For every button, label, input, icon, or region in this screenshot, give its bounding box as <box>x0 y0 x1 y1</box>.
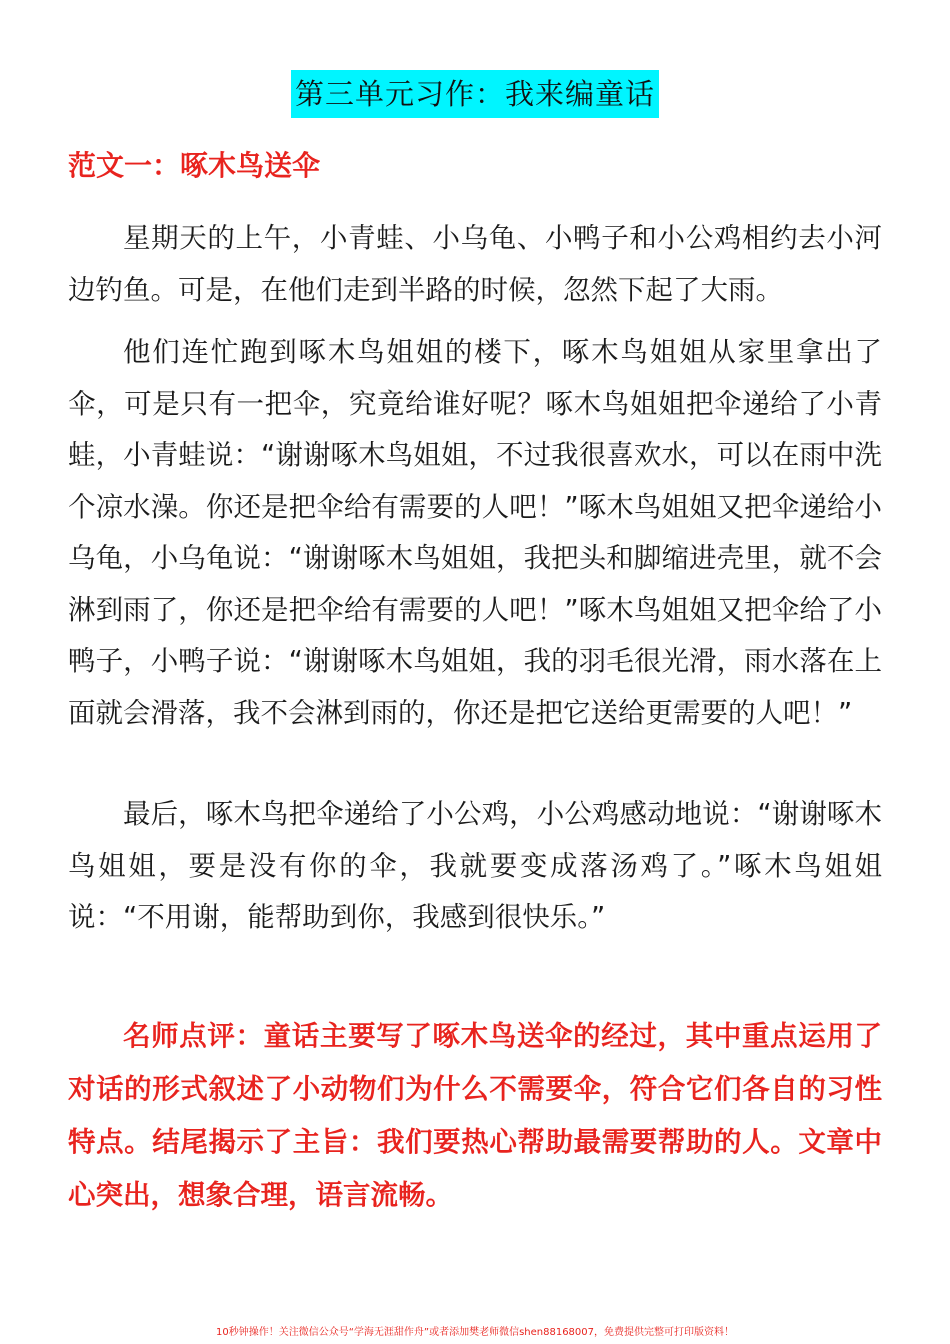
essay-paragraph-1 <box>68 213 882 316</box>
title-container <box>0 70 950 118</box>
teacher-comment: 名师点评：童话主要写了啄木鸟送伞的经过，其中重点运用了对话的形式叙述了小动物们为什么不需要伞，符合它们各自的习性特点。结尾揭示了主旨：我们要热心帮助最需要帮助的人。文章中心突出，想象合理，语言流畅。 <box>68 1020 882 1211</box>
essay-heading: 范文一：啄木鸟送伞 <box>68 149 321 182</box>
paragraph-text: 最后，啄木鸟把伞递给了小公鸡，小公鸡感动地说：“谢谢啄木鸟姐姐，要是没有你的伞，我就要变成落汤鸡了。”啄木鸟姐姐说：“不用谢，能帮助到你，我感到很快乐。” <box>68 798 882 933</box>
page-title: 第三单元习作：我来编童话 <box>291 70 659 118</box>
paragraph-text: 他们连忙跑到啄木鸟姐姐的楼下，啄木鸟姐姐从家里拿出了伞，可是只有一把伞，究竟给谁好呢？啄木鸟姐姐把伞递给了小青蛙，小青蛙说：“谢谢啄木鸟姐姐，不过我很喜欢水，可以在雨中洗个凉水澡。你还是把伞给有需要的人吧！”啄木鸟姐姐又把伞递给小乌龟，小乌龟说：“谢谢啄木鸟姐姐，我把头和脚缩进壳里，就不会淋到雨了，你还是把伞给有需要的人吧！”啄木鸟姐姐又把伞给了小鸭子，小鸭子说：“谢谢啄木鸟姐姐，我的羽毛很光滑，雨水落在上面就会滑落，我不会淋到雨的，你还是把它送给更需要的人吧！” <box>68 336 882 729</box>
paragraph-text: 星期天的上午，小青蛙、小乌龟、小鸭子和小公鸡相约去小河边钓鱼。可是，在他们走到半路的时候，忽然下起了大雨。 <box>68 222 882 306</box>
essay-paragraph-3 <box>68 789 882 944</box>
footer-notice: 10秒钟操作！关注微信公众号“学海无涯甜作舟”或者添加樊老师微信shen88168007，免费提供完整可打印版资料！ <box>215 1327 735 1338</box>
essay-paragraph-2 <box>68 327 882 739</box>
